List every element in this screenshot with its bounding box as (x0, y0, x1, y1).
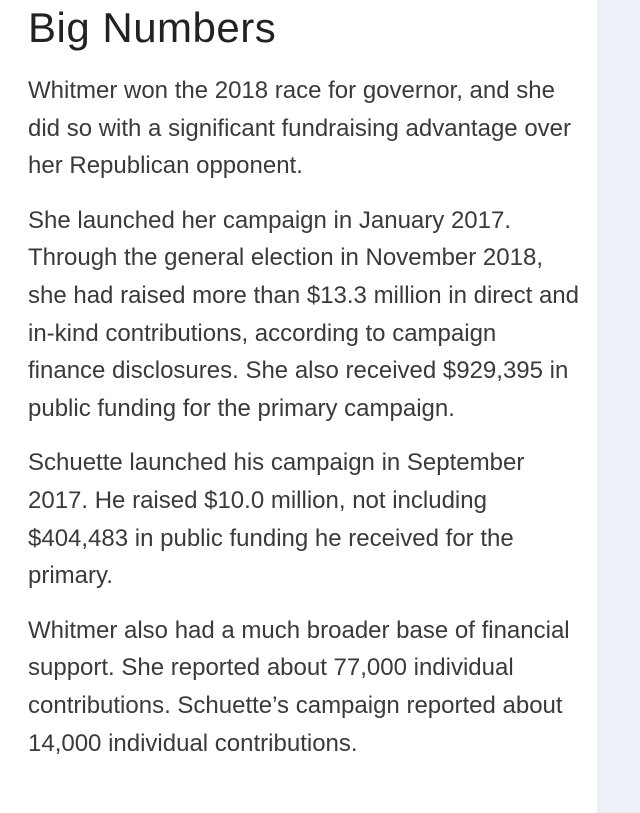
article-content (28, 0, 580, 762)
right-sidebar (597, 0, 640, 813)
paragraph-whitmer-campaign: She launched her campaign in January 2017. Through the general election in November 2018, she had raised more than $13.3 million in direct and in-kind contributions, according to campaign finance disclosures. She also received $929,395 in public funding for the primary campaign. (28, 206, 579, 422)
paragraph-schuette-campaign: Schuette launched his campaign in September 2017. He raised $10.0 million, not including $404,483 in public funding he received for the primary. (28, 449, 525, 590)
section-heading: Big Numbers (28, 4, 277, 51)
paragraph-base-of-support: Whitmer also had a much broader base of financial support. She reported about 77,000 individual contributions. Schuette’s campaign reported about 14,000 individual contributions. (28, 616, 570, 757)
paragraph-fundraising-advantage: Whitmer won the 2018 race for governor, and she did so with a significant fundraising advantage over her Republican opponent. (28, 77, 571, 180)
